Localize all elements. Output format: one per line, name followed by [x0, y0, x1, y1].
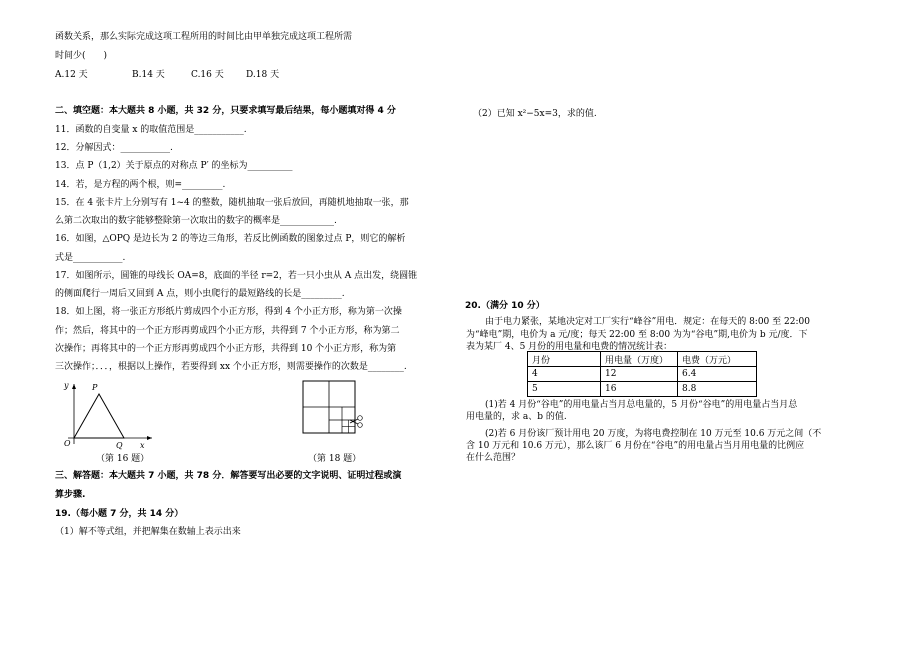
q17-line1: 17．如图所示，圆锥的母线长 OA=8，底面的半径 r=2，若一只小虫从 A 点出发，绕圆锥	[55, 271, 418, 281]
label-y: y	[64, 381, 69, 390]
q16-line1: 16．如图，△OPQ 是边长为 2 的等边三角形，若反比例函数的图象过点 P，则它的解析	[55, 234, 406, 244]
q20-line2: 为“峰电”期，电价为 a 元/度；每天 22:00 至 8:00 为为“谷电”期,电价为 b 元/度．下	[466, 330, 808, 340]
figure-16-diagram	[60, 378, 160, 458]
q20-heading: 20.（满分 10 分）	[465, 301, 545, 311]
q18-line2: 作；然后，将其中的一个正方形再剪成四个小正方形，共得到 7 个小正方形，称为第二	[55, 326, 400, 336]
electricity-table	[527, 351, 757, 397]
q10-options	[55, 69, 279, 81]
label-q: Q	[116, 441, 123, 450]
option-a: A.12 天	[55, 70, 88, 80]
cell-usage: 16	[601, 382, 678, 397]
option-d: D.18 天	[246, 70, 280, 80]
q10-text-line2: 时间少( )	[55, 51, 108, 61]
q18-line4: 三次操作；．．．，根据以上操作，若要得到 xx 个小正方形，则需要操作的次数是________.	[55, 362, 407, 372]
q11: 11．函数的自变量 x 的取值范围是___________.	[55, 125, 247, 135]
q15-line1: 15．在 4 张卡片上分别写有 1~4 的整数，随机抽取一张后放回，再随机地抽取一张，那	[55, 198, 409, 208]
label-x: x	[140, 441, 145, 450]
q20-part2-line2: 含 10 万元和 10.6 万元），那么该厂 6 月份在“谷电”的用电量占当月用电量的比例应	[466, 441, 805, 451]
cell-month: 5	[528, 382, 601, 397]
q19-part2: （2）已知 x²−5x=3，求的值.	[473, 109, 597, 119]
cell-cost: 8.8	[678, 382, 757, 397]
q20-part1-line1: (1)若 4 月份“谷电”的用电量占当月总电量的，5 月份“谷电”的用电量占当月总	[485, 400, 798, 410]
table-row	[528, 367, 757, 382]
header-month: 月份	[528, 352, 601, 367]
q18-line1: 18．如上图，将一张正方形纸片剪成四个小正方形，得到 4 个小正方形，称为第一次操	[55, 307, 402, 317]
y-axis-arrow-icon	[72, 384, 76, 389]
header-cost: 电费（万元）	[678, 352, 757, 367]
cell-cost: 6.4	[678, 367, 757, 382]
figure-18-caption: （第 18 题）	[308, 454, 362, 464]
option-c: C.16 天	[191, 70, 224, 80]
section3-heading-line2: 算步骤.	[55, 490, 86, 500]
q20-line3: 表为某厂 4、5 月份的用电量和电费的情况统计表：	[466, 342, 673, 352]
q17-line2: 的侧面爬行一周后又回到 A 点，则小虫爬行的最短路线的长是_________.	[55, 289, 345, 299]
header-usage: 用电量（万度）	[601, 352, 678, 367]
option-b: B.14 天	[132, 70, 165, 80]
q20-line1: 由于电力紧张，某地决定对工厂实行“峰谷”用电．规定：在每天的 8:00 至 22:00	[485, 317, 810, 327]
section2-heading: 二、填空题：本大题共 8 小题，共 32 分，只要求填写最后结果，每小题填对得 4 分	[55, 106, 396, 116]
q19-heading: 19.（每小题 7 分，共 14 分）	[55, 509, 184, 519]
q10-text-line1: 函数关系，那么实际完成这项工程所用的时间比由甲单独完成这项工程所需	[55, 32, 353, 42]
label-o: O	[64, 439, 71, 448]
scissors-icon	[350, 416, 362, 428]
q20-part1-line2: 用电量的，求 a、b 的值.	[466, 412, 567, 422]
table-row	[528, 382, 757, 397]
q12: 12．分解因式：___________.	[55, 143, 173, 153]
figure-18-diagram	[302, 380, 364, 438]
cell-usage: 12	[601, 367, 678, 382]
section3-heading-line1: 三、解答题：本大题共 7 小题，共 78 分．解答要写出必要的文字说明、证明过程或演	[55, 471, 402, 481]
label-p: P	[92, 383, 98, 392]
x-axis-arrow-icon	[147, 436, 152, 440]
q18-line3: 次操作；再将其中的一个正方形再剪成四个小正方形，共得到 10 个小正方形，称为第	[55, 344, 397, 354]
q15-line2: 么第二次取出的数字能够整除第一次取出的数字的概率是____________.	[55, 216, 337, 226]
q19-part1: （1）解不等式组，并把解集在数轴上表示出来	[55, 527, 241, 537]
q16-line2: 式是___________.	[55, 253, 126, 263]
cell-month: 4	[528, 367, 601, 382]
figure-16-caption: （第 16 题）	[96, 454, 150, 464]
q13: 13．点 P（1,2）关于原点的对称点 P′ 的坐标为__________	[55, 161, 293, 171]
table-header-row	[528, 352, 757, 367]
q20-part2-line3: 在什么范围？	[466, 453, 521, 463]
q14: 14．若，是方程的两个根，则=_________.	[55, 180, 226, 190]
q20-part2-line1: (2)若 6 月份该厂预计用电 20 万度，为将电费控制在 10 万元至 10.6 万元之间（不	[485, 429, 822, 439]
triangle-opq	[74, 394, 124, 438]
